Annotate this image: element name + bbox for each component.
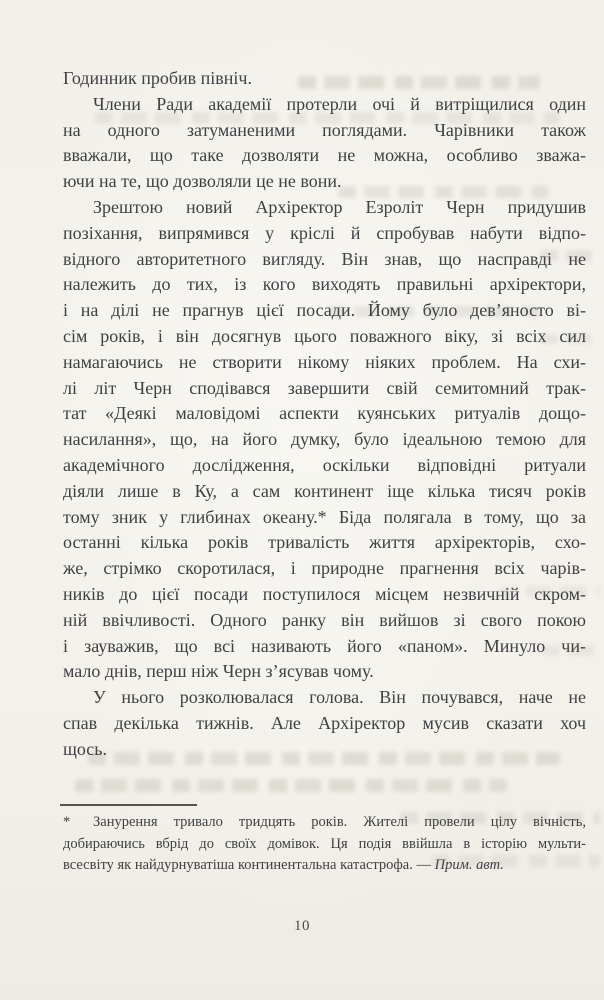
text-line: ючи на те, що дозволяли це не вони.: [63, 171, 342, 192]
text-line: ній ввічливості. Одного ранку він вийшов зі свого покою: [63, 609, 586, 630]
text-line: сім років, і він досягнув цього поважного віку, зі всіх сил: [63, 325, 586, 346]
text-line: належить до тих, із кого виходять правильні архіректори,: [63, 274, 586, 295]
footnote-text: добираючись вбрід до своїх домівок. Ця подія ввійшла в історію мульти-: [63, 835, 586, 852]
footnote-marker: *: [63, 814, 71, 830]
text-line: і на ділі не прагнув цієї посади. Йому було дев’яносто ві-: [63, 300, 586, 321]
text-line: Годинник пробив північ.: [63, 68, 252, 88]
text-line: же, стрімко скоротилася, і природне прагнення всіх чарів-: [63, 558, 586, 579]
text-line: вважали, що таке дозволяти не можна, особливо зважа-: [63, 145, 586, 166]
footnote-line: [63, 855, 586, 877]
footnote-text: всесвіту як найдурнуватіша континентальна катастрофа. —: [63, 857, 435, 873]
text-line: щось.: [63, 738, 108, 759]
text-line: лі літ Черн сподівався завершити свій семитомний трак-: [63, 377, 586, 398]
footnote-line: [63, 834, 586, 856]
text-line: тому зник у глибинах океану.* Біда полягала в тому, що за: [63, 506, 586, 527]
text-line: академічного дослідження, оскільки відповідні ритуали: [63, 454, 586, 475]
footnote-line: [63, 812, 586, 834]
text-line: останні кілька років тривалість життя архіректорів, схо-: [63, 532, 586, 553]
text-line: позіхання, випрямився у кріслі й спробував набути відпо-: [63, 222, 586, 243]
text-line: Зрештою новий Архіректор Езроліт Черн придушив: [93, 196, 586, 217]
text-line: діяли лише в Ку, а сам континент іще кілька тисяч років: [63, 480, 586, 501]
footnote-text: Занурення тривало тридцять років. Жителі провели цілу вічність,: [93, 814, 586, 830]
text-line: насилання», що, на його думку, було ідеальною темою для: [63, 429, 586, 450]
text-line: ників до цієї посади поступилося місцем незвичній скром-: [63, 583, 586, 604]
text-line: У нього розколювалася голова. Він почувався, наче не: [93, 687, 586, 708]
text-line: і зауважив, що всі називають його «паном». Минуло чи-: [63, 635, 586, 656]
text-line: відного авторитетного вигляду. Він знав, що насправді не: [63, 248, 586, 269]
page-number: 10: [294, 918, 310, 934]
footnote-divider: [60, 804, 197, 806]
page-body: [63, 66, 586, 763]
footnote: [63, 812, 586, 877]
text-line: на одного затуманеними поглядами. Чарівники також: [63, 119, 586, 140]
text-line: тат «Деякі маловідомі аспекти куянських ритуалів дощо-: [63, 403, 586, 424]
text-line: спав декілька тижнів. Але Архіректор мусив сказати хоч: [63, 712, 586, 733]
text-line: намагаючись не створити нікому ніяких проблем. На схи-: [63, 351, 586, 372]
text-line: Члени Ради академії протерли очі й витріщилися один: [93, 93, 586, 114]
bleed-through-mark: [75, 779, 507, 792]
footnote-attribution: Прим. авт.: [434, 857, 504, 873]
text-line: мало днів, перш ніж Черн з’ясував чому.: [63, 661, 374, 682]
